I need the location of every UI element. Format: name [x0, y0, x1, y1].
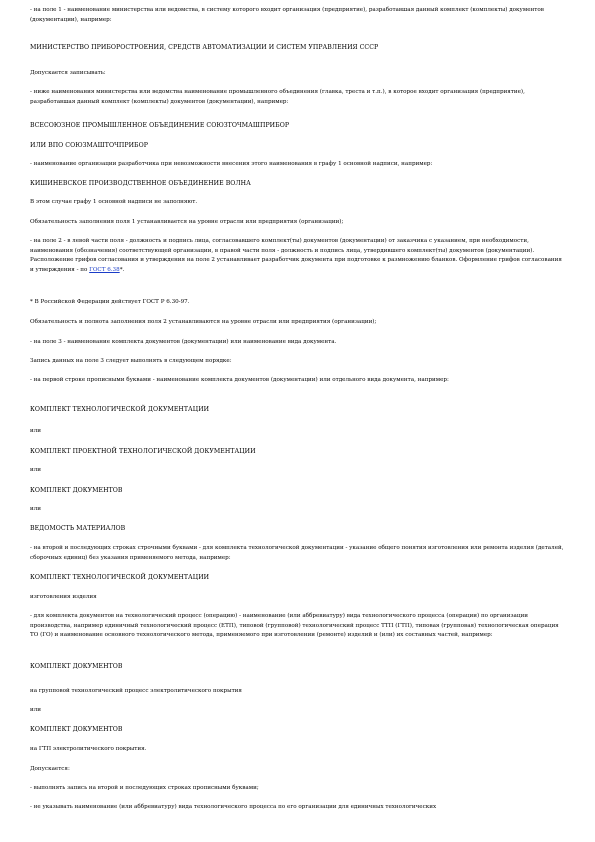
example-ministry-name: МИНИСТЕРСТВО ПРИБОРОСТРОЕНИЯ, СРЕДСТВ АВТОМАТИЗАЦИИ И СИСТЕМ УПРАВЛЕНИЯ СССР [30, 44, 379, 51]
example-doc-set-3: КОМПЛЕКТ ДОКУМЕНТОВ [30, 726, 123, 733]
example-developer-name: КИШИНЕВСКОЕ ПРОИЗВОДСТВЕННОЕ ОБЪЕДИНЕНИЕ ВОЛНА [30, 180, 251, 187]
example-doc-set-2: КОМПЛЕКТ ДОКУМЕНТОВ [30, 663, 123, 670]
or-separator-2: или [30, 467, 42, 473]
example-materials-list: ВЕДОМОСТЬ МАТЕРИАЛОВ [30, 525, 126, 532]
example-group-process: на групповой технологический процесс электролитического покрытия [30, 688, 242, 694]
example-manufacturing: изготовления изделия [30, 594, 97, 600]
gost-6-38-link[interactable]: ГОСТ 6.38 [89, 266, 120, 273]
example-tech-doc-set-2: КОМПЛЕКТ ТЕХНОЛОГИЧЕСКОЙ ДОКУМЕНТАЦИИ [30, 574, 210, 581]
or-separator-3: или [30, 506, 42, 512]
paragraph-field2 [30, 237, 565, 275]
example-association-abbr: ИЛИ ВПО СОЮЗМАШТОЧПРИБОР [30, 142, 148, 149]
paragraph-field1-empty: В этом случае графу 1 основной надписи не заполняют. [30, 199, 198, 205]
or-separator-4: или [30, 707, 42, 713]
example-project-doc-set: КОМПЛЕКТ ПРОЕКТНОЙ ТЕХНОЛОГИЧЕСКОЙ ДОКУМЕНТАЦИИ [30, 448, 256, 455]
paragraph-industrial-association: - ниже наименования министерства или ведомства наименование промышленного объединения (главка, треста и т.п.), в которое входит организация (предприятие), разработавшая данный комплект (комплекты) документов (документации), например: [30, 89, 525, 105]
paragraph-allowed-2: Допускается: [30, 766, 70, 772]
paragraph-capitals-allowed: - выполнять запись на второй и последующих строках прописными буквами; [30, 785, 259, 791]
paragraph-field2-footnote-mark: *. [119, 266, 125, 273]
paragraph-field2-text: - на поле 2 - в левой части поля - должность и подпись лица, согласовавшего комплект(ты) документов (документации) от заказчика с указанием, при необходимости, наименования (обозначения) соответствующей организации, в правой части поля - должность и подпись лица, утвердившего комплект(ты) документов (документации). Расположение грифов согласования и утверждения на поле 2 устанавливает разработчик документа при подготовке к размножению бланков. Оформление грифов согласования и утверждения - по [30, 238, 562, 273]
example-association-name: ВСЕСОЮЗНОЕ ПРОМЫШЛЕННОЕ ОБЪЕДИНЕНИЕ СОЮЗТОЧМАШПРИБОР [30, 122, 290, 129]
paragraph-allowed: Допускается записывать: [30, 70, 106, 76]
or-separator-1: или [30, 428, 42, 434]
paragraph-second-line: - на второй и последующих строках строчными буквами - для комплекта технологической документации - указание общего понятия изготовления или ремонта изделия (деталей, сборочных единиц) без указания применяемого метода, например: [30, 545, 564, 561]
paragraph-field2-obligation: Обязательность и полнота заполнения поля 2 устанавливаются на уровне отрасли или предприятия (организации); [30, 319, 377, 325]
paragraph-field3-order: Запись данных на поле 3 следует выполнять в следующем порядке: [30, 358, 232, 364]
paragraph-field1-ministry: - на поле 1 - наименование министерства или ведомства, в систему которого входит организация (предприятие), разработавшая данный комплект (комплекты) документов (документации), например: [30, 7, 544, 23]
example-tech-doc-set: КОМПЛЕКТ ТЕХНОЛОГИЧЕСКОЙ ДОКУМЕНТАЦИИ [30, 406, 210, 413]
paragraph-field3: - на поле 3 - наименование комплекта документов (документации) или наименование вида документа. [30, 339, 337, 345]
footnote-gost: * В Российской Федерации действует ГОСТ Р 6.30-97. [30, 299, 190, 305]
example-doc-set: КОМПЛЕКТ ДОКУМЕНТОВ [30, 487, 123, 494]
example-gtp: на ГТП электролитического покрытия. [30, 746, 147, 752]
paragraph-first-line: - на первой строке прописными буквами - наименование комплекта документов (документации) или отдельного вида документа, например: [30, 377, 449, 383]
paragraph-developer-org: - наименование организации разработчика при невозможности внесения этого наименования в графу 1 основной надписи, например: [30, 161, 433, 167]
paragraph-process-doc-set: - для комплекта документов на технологический процесс (операцию) - наименование (или аббревиатуру) вида технологического процесса (операции) по организации производства, например единичный технологический процесс (ЕТП), типовой (групповой) технологический процесс ТТП (ГТП), типовая (групповая) технологическая операция ТО (ГО) и наименование основного технологического метода, применяемого при изготовлении (ремонте) изделий и (или) их составных частей, например: [30, 613, 559, 639]
paragraph-no-process-type: - не указывать наименование (или аббревиатуру) вида технологического процесса по его организации для единичных технологических [30, 804, 437, 810]
paragraph-field1-obligation: Обязательность заполнения поля 1 устанавливается на уровне отрасли или предприятия (организации); [30, 219, 344, 225]
